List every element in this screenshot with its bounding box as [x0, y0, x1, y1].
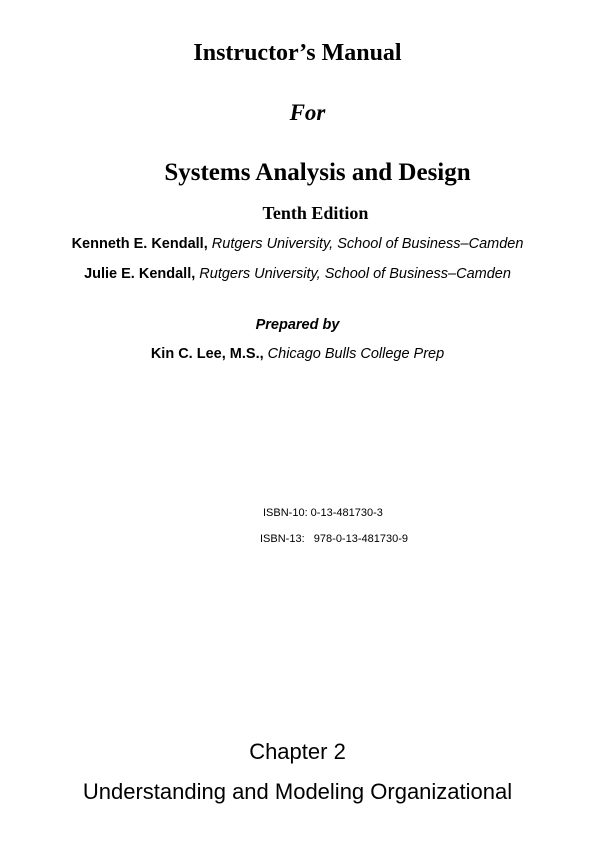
- isbn-13: ISBN-13: 978-0-13-481730-9: [260, 533, 408, 545]
- author-name: Kenneth E. Kendall,: [71, 236, 208, 252]
- author-affiliation: Rutgers University, School of Business–Camden: [211, 236, 524, 252]
- preparer-line: [0, 346, 595, 362]
- manual-title: Instructor’s Manual: [193, 40, 402, 66]
- author-name: Julie E. Kendall,: [84, 266, 196, 282]
- chapter-number: Chapter 2: [249, 739, 346, 764]
- prepared-by-label: Prepared by: [255, 317, 340, 333]
- book-title: Systems Analysis and Design: [164, 159, 471, 186]
- author-line: [0, 266, 595, 282]
- preparer-name: Kin C. Lee, M.S.,: [150, 346, 264, 362]
- for-line: For: [289, 100, 326, 125]
- edition-label: Tenth Edition: [262, 203, 369, 223]
- preparer-affiliation: Chicago Bulls College Prep: [267, 346, 445, 362]
- author-line: [0, 236, 595, 252]
- isbn-10: ISBN-10: 0-13-481730-3: [263, 507, 383, 519]
- chapter-title: Understanding and Modeling Organizational: [82, 779, 513, 804]
- author-affiliation: Rutgers University, School of Business–Camden: [199, 266, 511, 282]
